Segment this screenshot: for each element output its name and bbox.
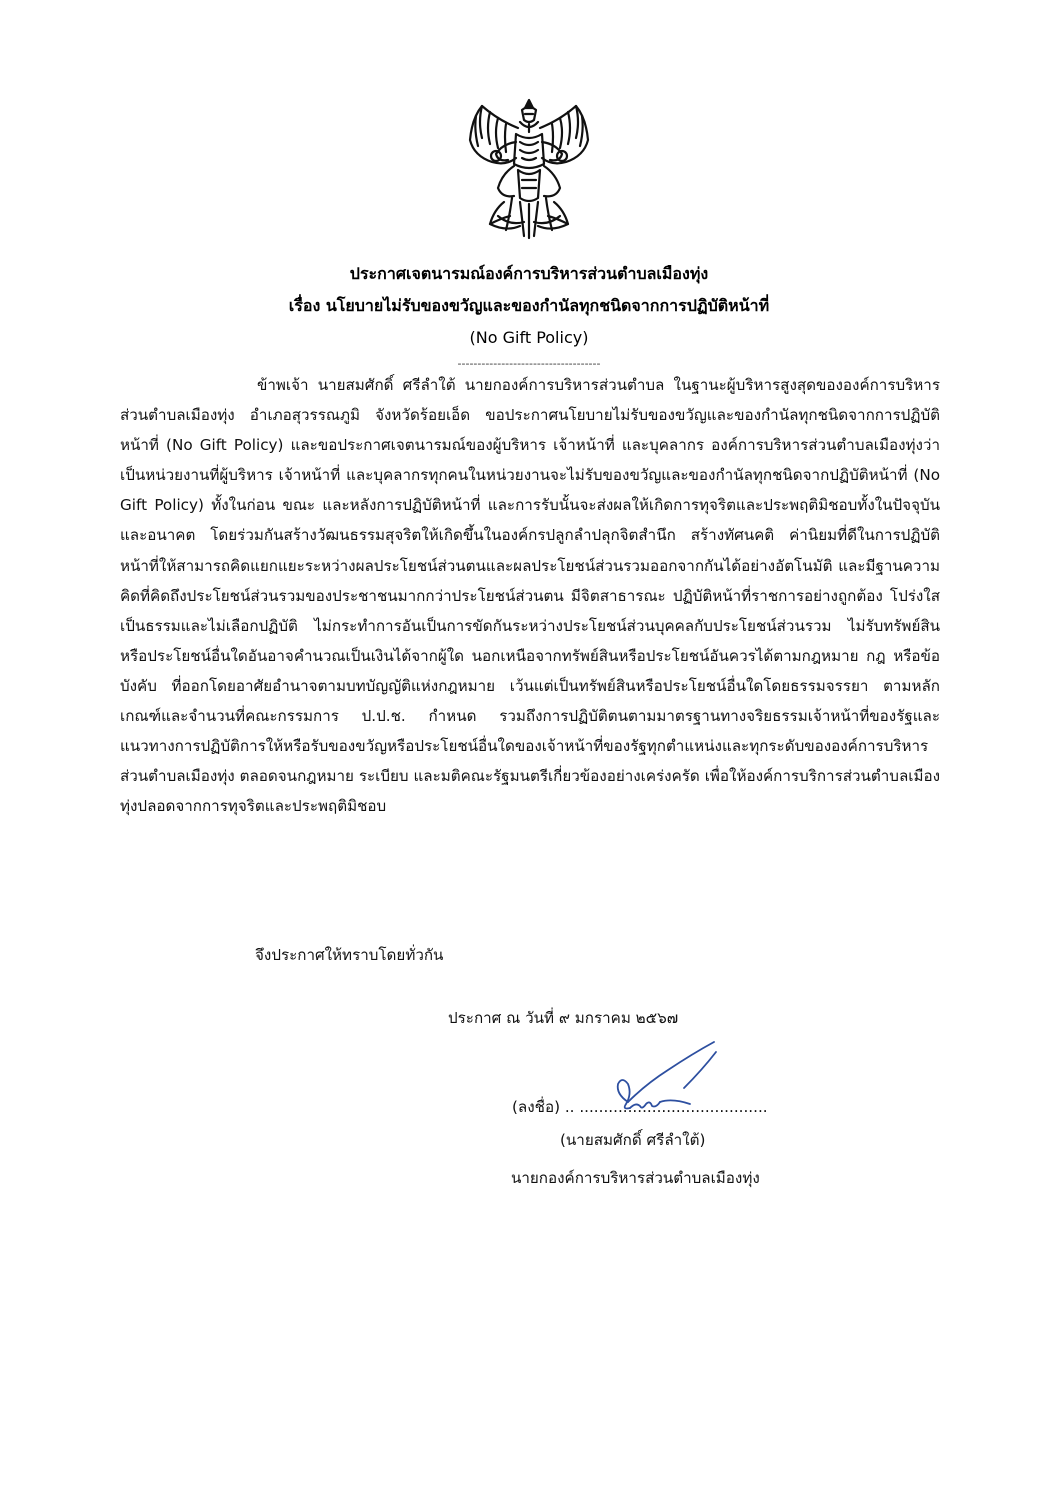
signatory-position: นายกองค์การบริหารส่วนตำบลเมืองทุ่ง — [511, 1169, 760, 1187]
garuda-emblem — [462, 98, 596, 240]
announcement-subject: เรื่อง นโยบายไม่รับของขวัญและของกำนัลทุกชนิดจากการปฏิบัติหน้าที่ — [288, 296, 770, 315]
signature-label: (ลงชื่อ) .. — [512, 1098, 580, 1116]
announcement-subject-english: (No Gift Policy) — [469, 328, 589, 347]
body-paragraph: ข้าพเจ้า นายสมศักดิ์ ศรีลำใต้ นายกองค์การบริหารส่วนตำบล ในฐานะผู้บริหารสูงสุดขององค์การบริหารส่วนตำบลเมืองทุ่ง อำเภอสุวรรณภูมิ จังหวัดร้อยเอ็ด ขอประกาศนโยบายไม่รับของขวัญและของกำนัลทุกชนิดจากการปฏิบัติหน้าที่ (No Gift Policy) และขอประกาศเจตนารมณ์ของผู้บริหาร เจ้าหน้าที่ และบุคลากร องค์การบริหารส่วนตำบลเมืองทุ่งว่า เป็นหน่วยงานที่ผู้บริหาร เจ้าหน้าที่ และบุคลากรทุกคนในหน่วยงานจะไม่รับของขวัญและของกำนัลทุกชนิดจากปฏิบัติหน้าที่ (No Gift Policy) ทั้งในก่อน ขณะ และหลังการปฏิบัติหน้าที่ และการรับนั้นจะส่งผลให้เกิดการทุจริตและประพฤติมิชอบทั้งในปัจจุบันและอนาคต โดยร่วมกันสร้างวัฒนธรรมสุจริตให้เกิดขึ้นในองค์กรปลูกลำปลุกจิตสำนึก สร้างทัศนคติ ค่านิยมที่ดีในการปฏิบัติหน้าที่ให้สามารถคิดแยกแยะระหว่างผลประโยชน์ส่วนตนและผลประโยชน์ส่วนรวมออกจากกันได้อย่างอัตโนมัติ และมีฐานความคิดที่คิดถึงประโยชน์ส่วนรวมของประชาชนมากกว่าประโยชน์ส่วนตน มีจิตสาธารณะ ปฏิบัติหน้าที่ราชการอย่างถูกต้อง โปร่งใส เป็นธรรมและไม่เลือกปฏิบัติ ไม่กระทำการอันเป็นการขัดกันระหว่างประโยชน์ส่วนบุคคลกับประโยชน์ส่วนรวม ไม่รับทรัพย์สินหรือประโยชน์อื่นใดอันอาจคำนวณเป็นเงินได้จากผู้ใด นอกเหนือจากทรัพย์สินหรือประโยชน์อันควรได้ตามกฎหมาย กฎ หรือข้อบังคับ ที่ออกโดยอาศัยอำนาจตามบทบัญญัติแห่งกฎหมาย เว้นแต่เป็นทรัพย์สินหรือประโยชน์อื่นใดโดยธรรมจรรยา ตามหลักเกณฑ์และจำนวนที่คณะกรรมการ ป.ป.ช. กำหนด รวมถึงการปฏิบัติตนตามมาตรฐานทางจริยธรรมเจ้าหน้าที่ของรัฐและแนวทางการปฏิบัติการให้หรือรับของขวัญหรือประโยชน์อื่นใดของเจ้าหน้าที่ของรัฐทุกตำแหน่งและทุกระดับขององค์การบริหารส่วนตำบลเมืองทุ่ง ตลอดจนกฎหมาย ระเบียบ และมติคณะรัฐมนตรีเกี่ยวข้องอย่างเคร่งครัด เพื่อให้องค์การบริการส่วนตำบลเมืองทุ่งปลอดจากการทุจริตและประพฤติมิชอบ — [120, 376, 940, 816]
announcement-date: ประกาศ ณ วันที่ ๙ มกราคม ๒๕๖๗ — [448, 1009, 679, 1027]
handwritten-signature — [592, 1040, 722, 1116]
announcement-body — [120, 370, 940, 821]
announcement-title: ประกาศเจตนารมณ์องค์การบริหารส่วนตำบลเมืองทุ่ง — [349, 264, 709, 283]
title-block — [0, 258, 1058, 372]
closing-statement: จึงประกาศให้ทราบโดยทั่วกัน — [255, 946, 444, 964]
signature-dots: ....................................... — [579, 1098, 768, 1116]
title-divider: ------------------------------------ — [457, 357, 601, 370]
signatory-name: (นายสมศักดิ์ ศรีลำใต้) — [560, 1131, 706, 1149]
